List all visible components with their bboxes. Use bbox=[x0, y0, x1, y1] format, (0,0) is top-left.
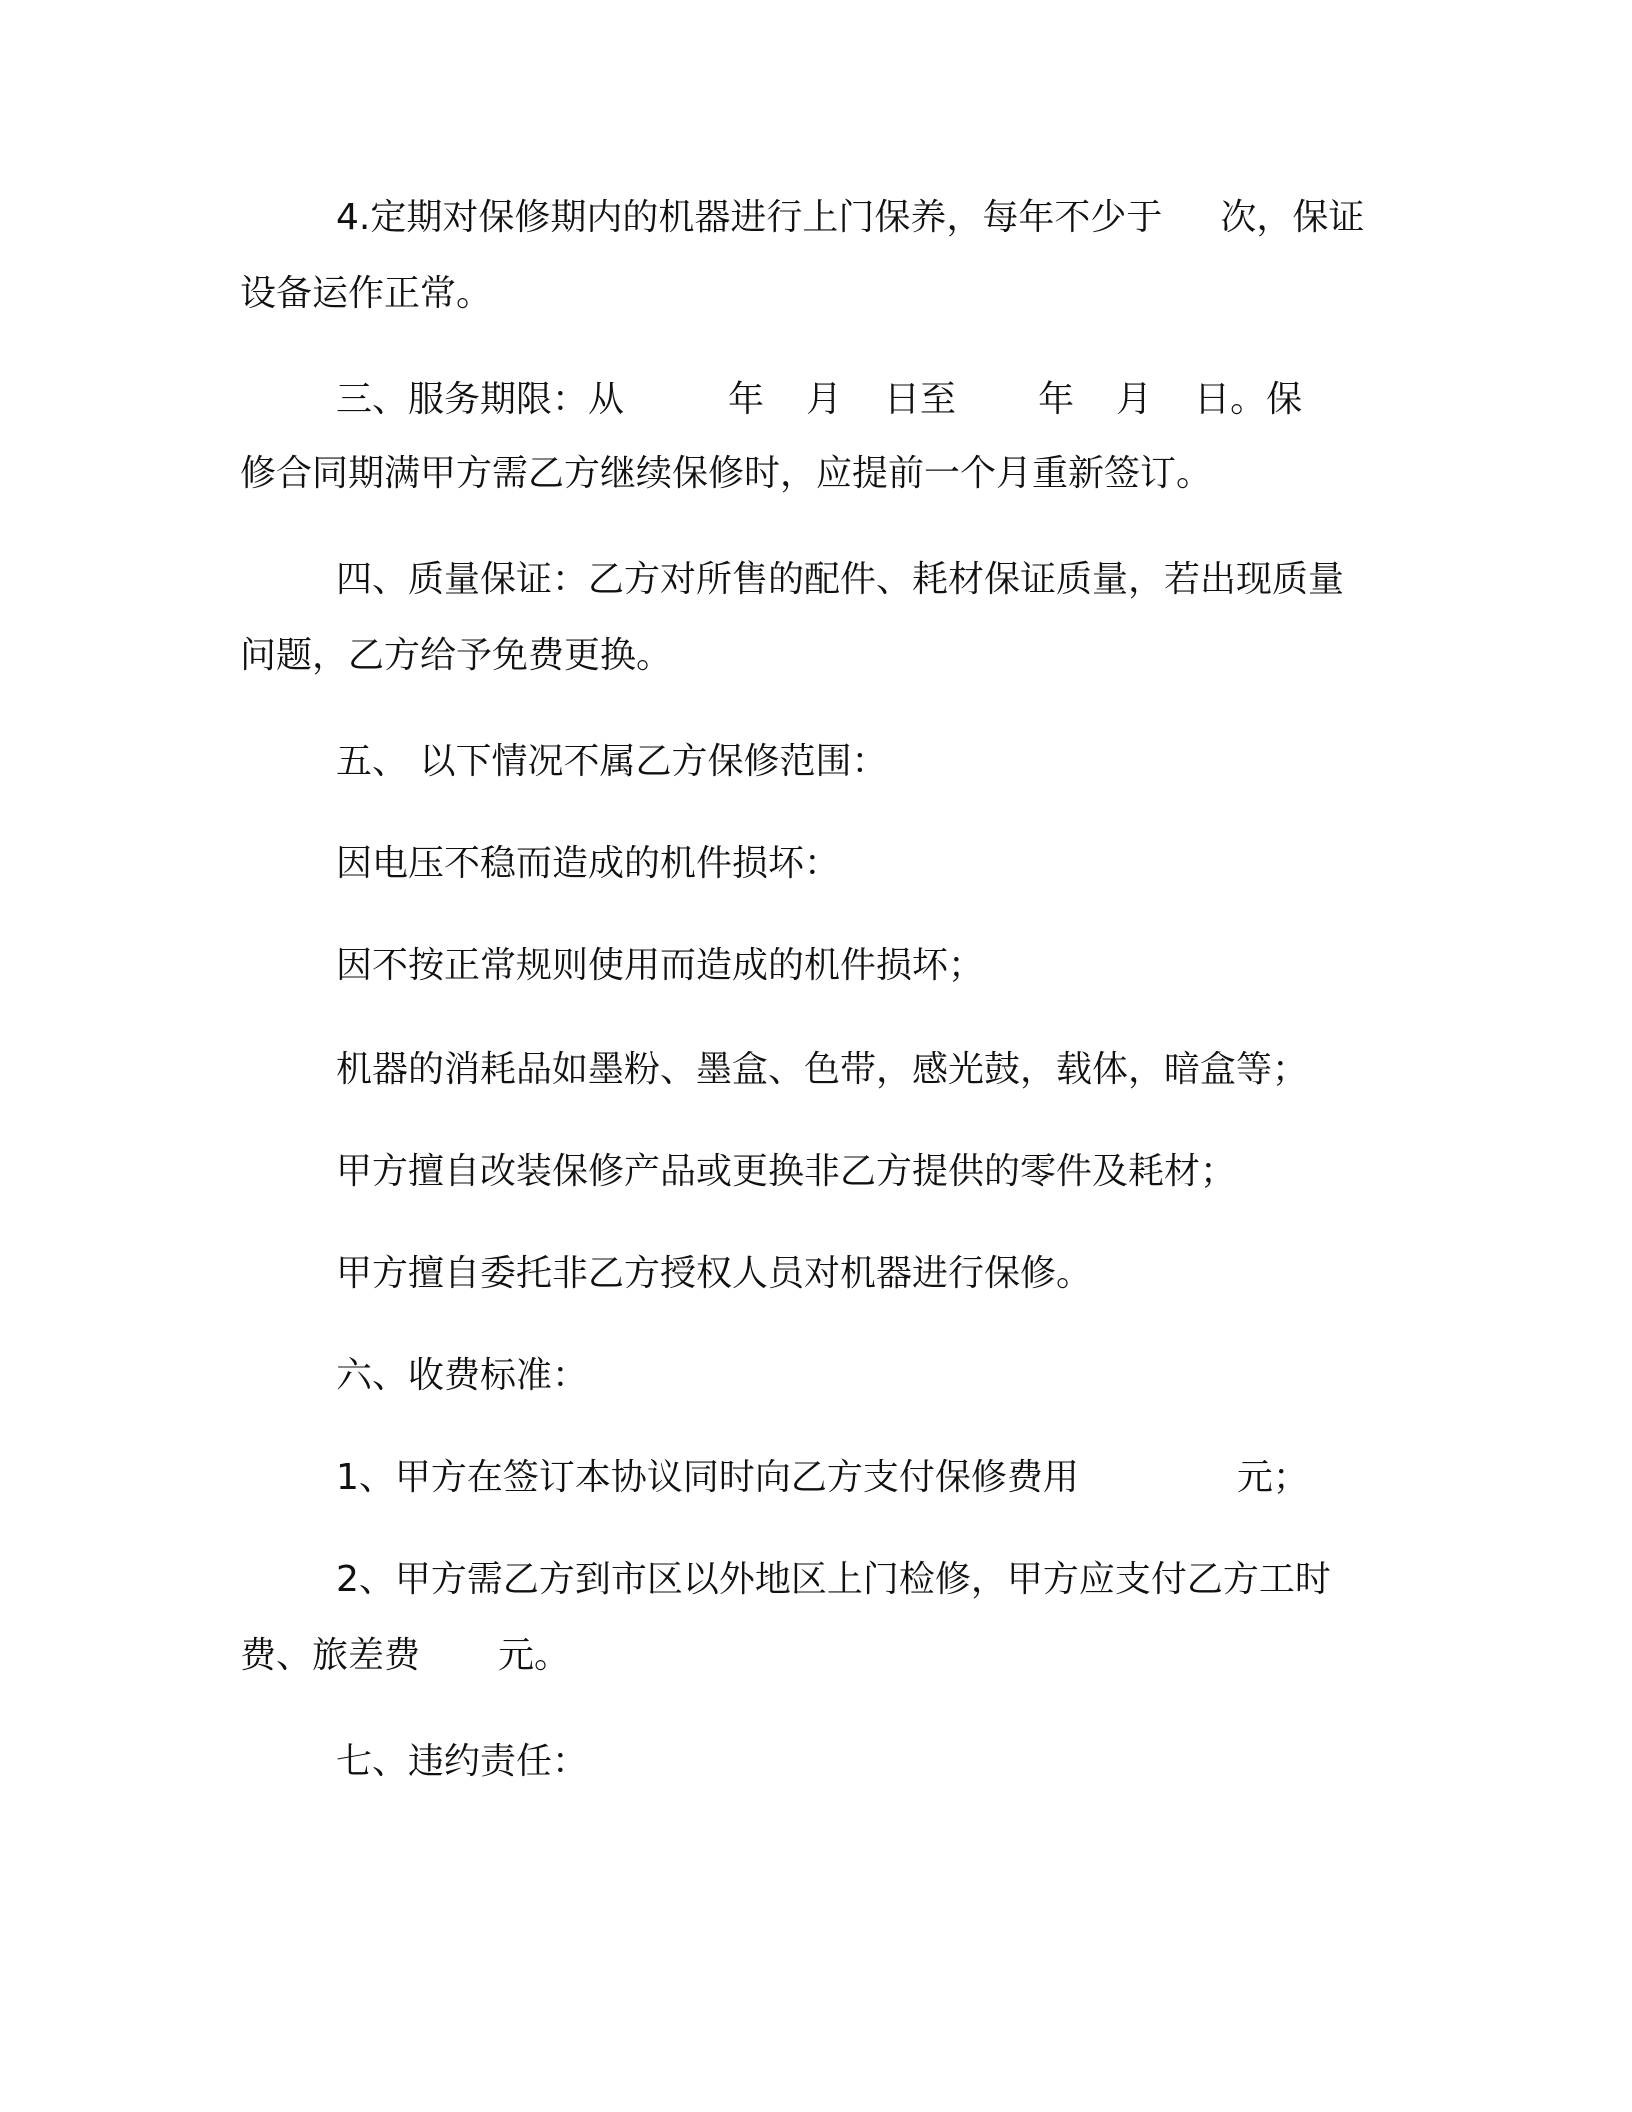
section3-month2: 月 bbox=[1116, 379, 1153, 420]
section3-line2: 修合同期满甲方需乙方继续保修时，应提前一个月重新签订。 bbox=[240, 453, 1213, 494]
section4-line1: 四、质量保证：乙方对所售的配件、耗材保证质量，若出现质量 bbox=[336, 559, 1345, 600]
section3-day2: 日。保 bbox=[1194, 379, 1303, 420]
section6-item2-text: 费、旅差费 bbox=[240, 1635, 421, 1676]
section5-item-5: 甲方擅自委托非乙方授权人员对机器进行保修。 bbox=[336, 1253, 1093, 1294]
section6-title: 六、收费标准： bbox=[336, 1355, 589, 1396]
section5-item-1: 因电压不稳而造成的机件损坏： bbox=[336, 843, 841, 884]
item4-line1 bbox=[336, 196, 1364, 240]
section4-line2: 问题，乙方给予免费更换。 bbox=[240, 635, 673, 676]
section5-title: 五、 以下情况不属乙方保修范围： bbox=[336, 741, 888, 782]
section6-item1 bbox=[336, 1456, 1309, 1500]
section5-item-4: 甲方擅自改装保修产品或更换非乙方提供的零件及耗材； bbox=[336, 1151, 1237, 1192]
section6-item2-unit: 元。 bbox=[498, 1635, 571, 1676]
section5-item-2: 因不按正常规则使用而造成的机件损坏； bbox=[336, 945, 985, 986]
section5-item-3: 机器的消耗品如墨粉、墨盒、色带，感光鼓，载体，暗盒等； bbox=[336, 1049, 1309, 1090]
section6-item1-text: 1、甲方在签订本协议同时向乙方支付保修费用 bbox=[336, 1457, 1079, 1498]
section3-year2: 年 bbox=[1038, 379, 1075, 420]
item4-line2: 设备运作正常。 bbox=[240, 273, 493, 314]
section3-month1: 月 bbox=[806, 379, 843, 420]
section7-title: 七、违约责任： bbox=[336, 1741, 589, 1782]
section3-line1 bbox=[336, 378, 1302, 422]
section6-item2-line1: 2、甲方需乙方到市区以外地区上门检修，甲方应支付乙方工时 bbox=[336, 1559, 1331, 1600]
section3-year1: 年 bbox=[728, 379, 765, 420]
item4-text-b: 次，保证 bbox=[1220, 197, 1365, 238]
section3-label: 三、服务期限：从 bbox=[336, 379, 625, 420]
section3-day1: 日至 bbox=[884, 379, 957, 420]
section6-item2-line2 bbox=[240, 1634, 570, 1678]
item4-text-a: 4.定期对保修期内的机器进行上门保养，每年不少于 bbox=[336, 197, 1163, 238]
section6-item1-unit: 元； bbox=[1236, 1457, 1309, 1498]
